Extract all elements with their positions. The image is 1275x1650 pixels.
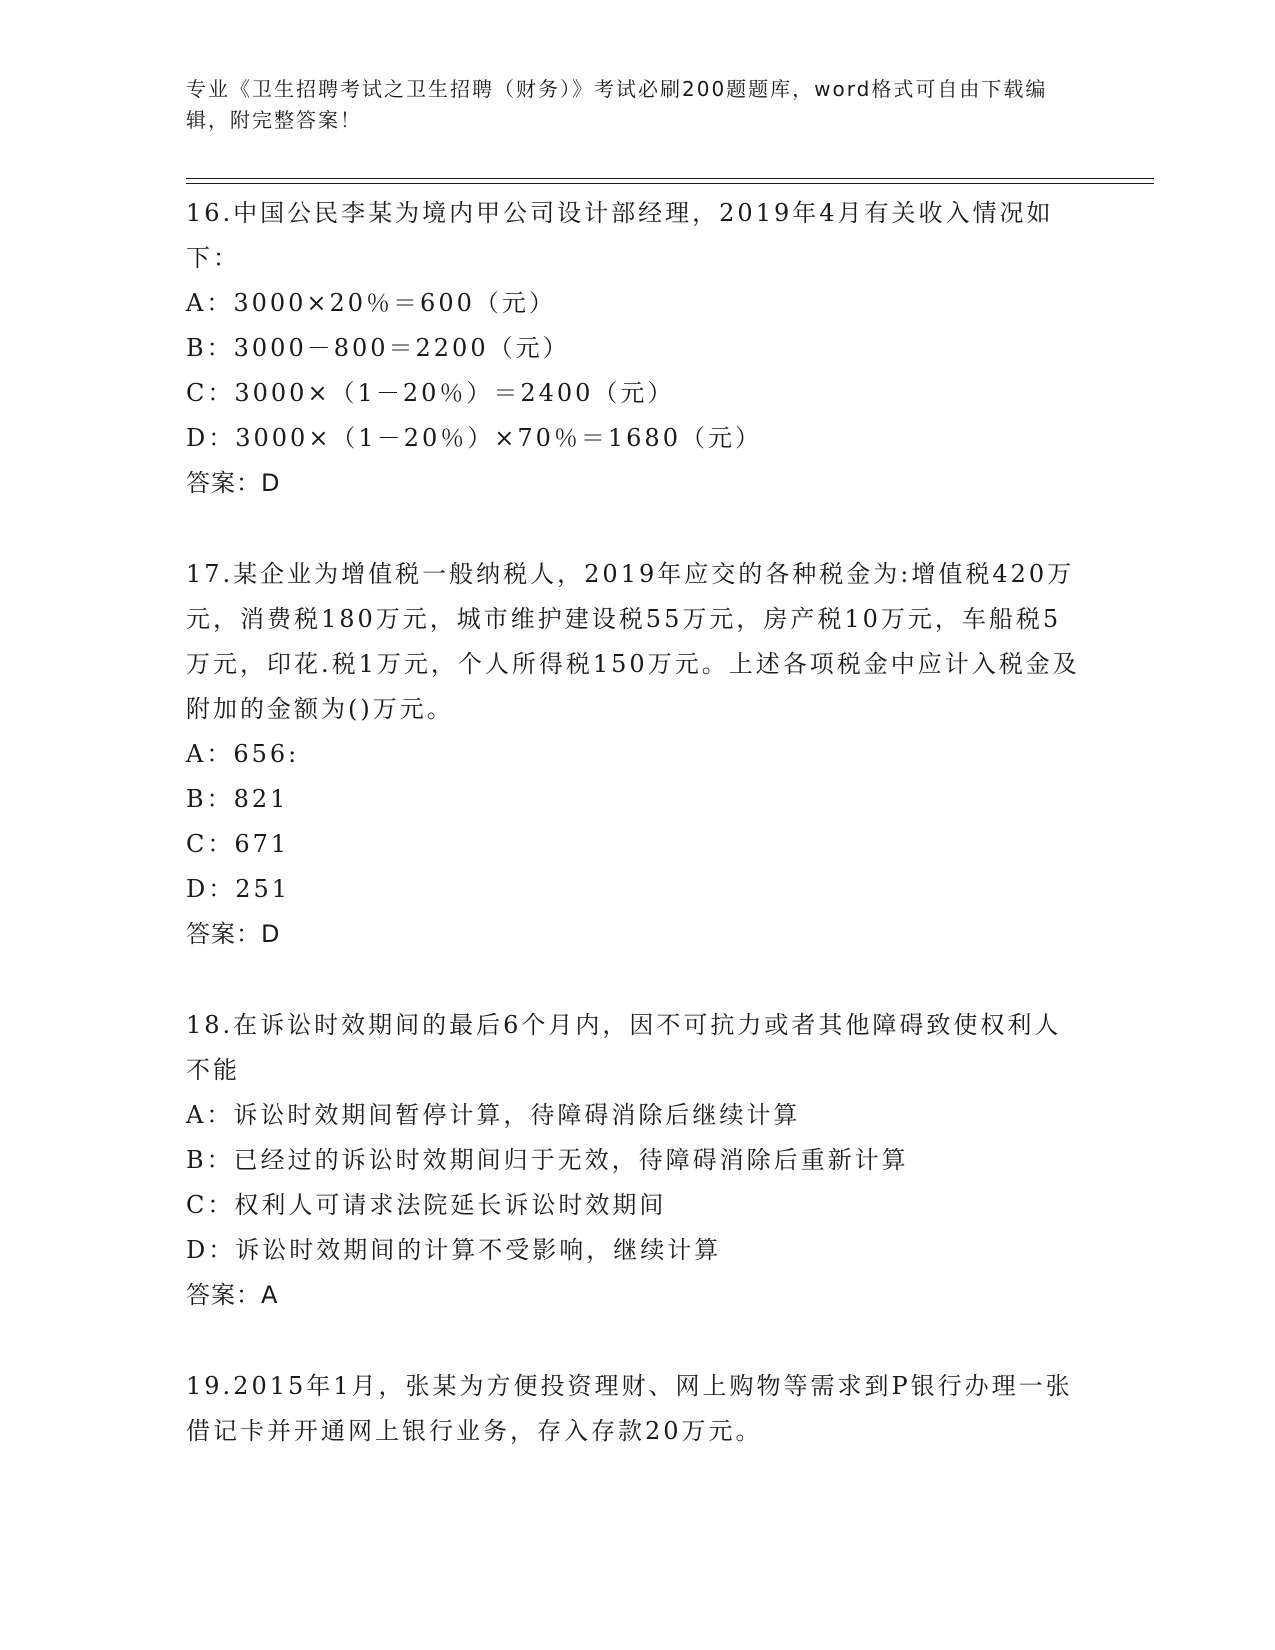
question-stem: 17.某企业为增值税一般纳税人，2019年应交的各种税金为:增值税420万元，消费税180万元，城市维护建设税55万元，房产税10万元，车船税5万元，印花.税1万元，个人所得税150万元。上述各项税金中应计入税金及附加的金额为()万元。 [186, 560, 1080, 723]
option-b: B：3000－800＝2200（元） [186, 334, 570, 362]
question-17 [186, 552, 1086, 957]
option-a: A：656: [186, 740, 300, 768]
question-spacer [186, 957, 1086, 1003]
question-stem: 16.中国公民李某为境内甲公司设计部经理，2019年4月有关收入情况如下： [186, 199, 1054, 272]
question-stem: 19.2015年1月，张某为方便投资理财、网上购物等需求到P银行办理一张借记卡并开通网上银行业务，存入存款20万元。 [186, 1372, 1073, 1445]
option-b: B：已经过的诉讼时效期间归于无效，待障碍消除后重新计算 [186, 1146, 909, 1174]
option-a: A：诉讼时效期间暂停计算，待障碍消除后继续计算 [186, 1101, 801, 1129]
option-d: D：3000×（1－20％）×70％＝1680（元） [186, 424, 762, 452]
question-stem: 18.在诉讼时效期间的最后6个月内，因不可抗力或者其他障碍致使权利人不能 [186, 1011, 1062, 1084]
option-c: C：权利人可请求法院延长诉讼时效期间 [186, 1191, 667, 1219]
option-a: A：3000×20％＝600（元） [186, 289, 556, 317]
question-list [186, 191, 1086, 1454]
option-d: D：251 [186, 875, 291, 903]
question-16 [186, 191, 1086, 506]
header-divider-top [186, 178, 1154, 179]
question-18 [186, 1003, 1086, 1318]
option-d: D：诉讼时效期间的计算不受影响，继续计算 [186, 1236, 722, 1264]
header-divider-bottom [186, 183, 1154, 184]
answer-line: 答案：D [186, 469, 281, 497]
question-spacer [186, 1318, 1086, 1364]
answer-line: 答案：A [186, 1281, 279, 1309]
answer-line: 答案：D [186, 920, 281, 948]
option-c: C：671 [186, 830, 290, 858]
option-b: B：821 [186, 785, 289, 813]
document-header: 专业《卫生招聘考试之卫生招聘（财务）》考试必刷200题题库，word格式可自由下载编辑，附完整答案！ [186, 77, 1048, 132]
question-19 [186, 1364, 1086, 1454]
option-c: C：3000×（1－20％）＝2400（元） [186, 379, 675, 407]
question-spacer [186, 506, 1086, 552]
